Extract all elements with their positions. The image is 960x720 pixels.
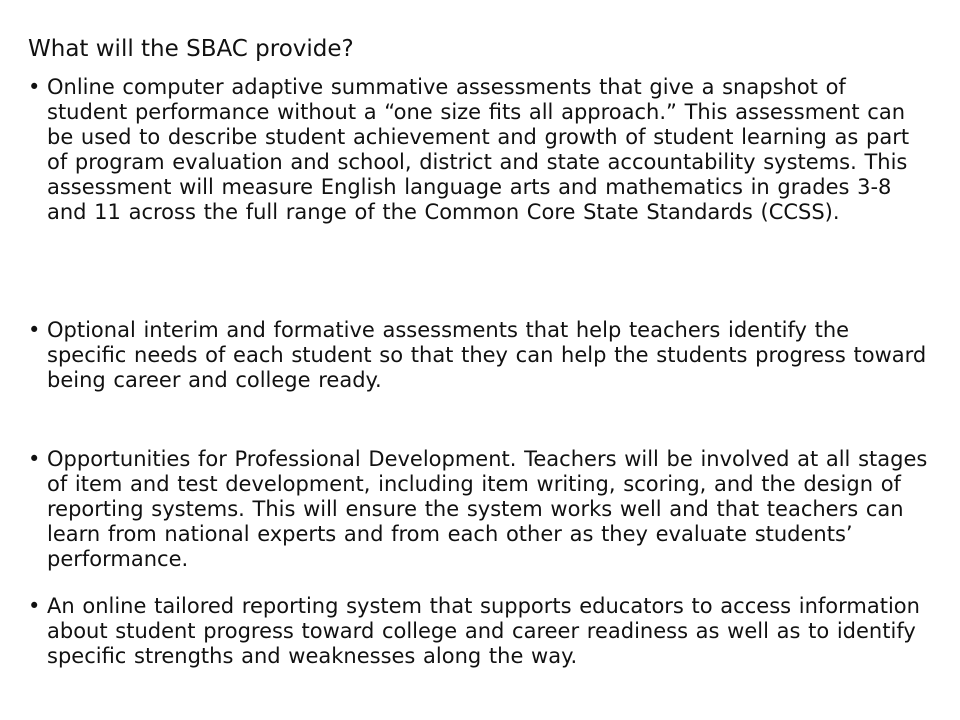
bullet-text: Optional interim and formative assessments that help teachers identify the specific needs of each student so that they can help the students progress toward being career and college ready.	[47, 318, 927, 392]
bullet-icon: •	[28, 447, 41, 471]
bullet-icon: •	[28, 318, 41, 342]
bullet-item	[28, 318, 928, 393]
bullet-item	[28, 75, 928, 225]
bullet-item	[28, 447, 928, 572]
bullet-icon: •	[28, 594, 41, 618]
slide-title: What will the SBAC provide?	[28, 36, 354, 62]
bullet-text: Online computer adaptive summative assessments that give a snapshot of student performance without a “one size fits all approach.” This assessment can be used to describe student achievement and growth of student learning as part of program evaluation and school, district and state accountability systems. This assessment will measure English language arts and mathematics in grades 3-8 and 11 across the full range of the Common Core State Standards (CCSS).	[47, 75, 910, 224]
bullet-text: An online tailored reporting system that supports educators to access information about student progress toward college and career readiness as well as to identify specific strengths and weaknesses along the way.	[47, 594, 920, 668]
bullet-text: Opportunities for Professional Development. Teachers will be involved at all stages of item and test development, including item writing, scoring, and the design of reporting systems. This will ensure the system works well and that teachers can learn from national experts and from each other as they evaluate students’ performance.	[47, 447, 928, 571]
bullet-icon: •	[28, 75, 41, 99]
bullet-item	[28, 594, 928, 669]
